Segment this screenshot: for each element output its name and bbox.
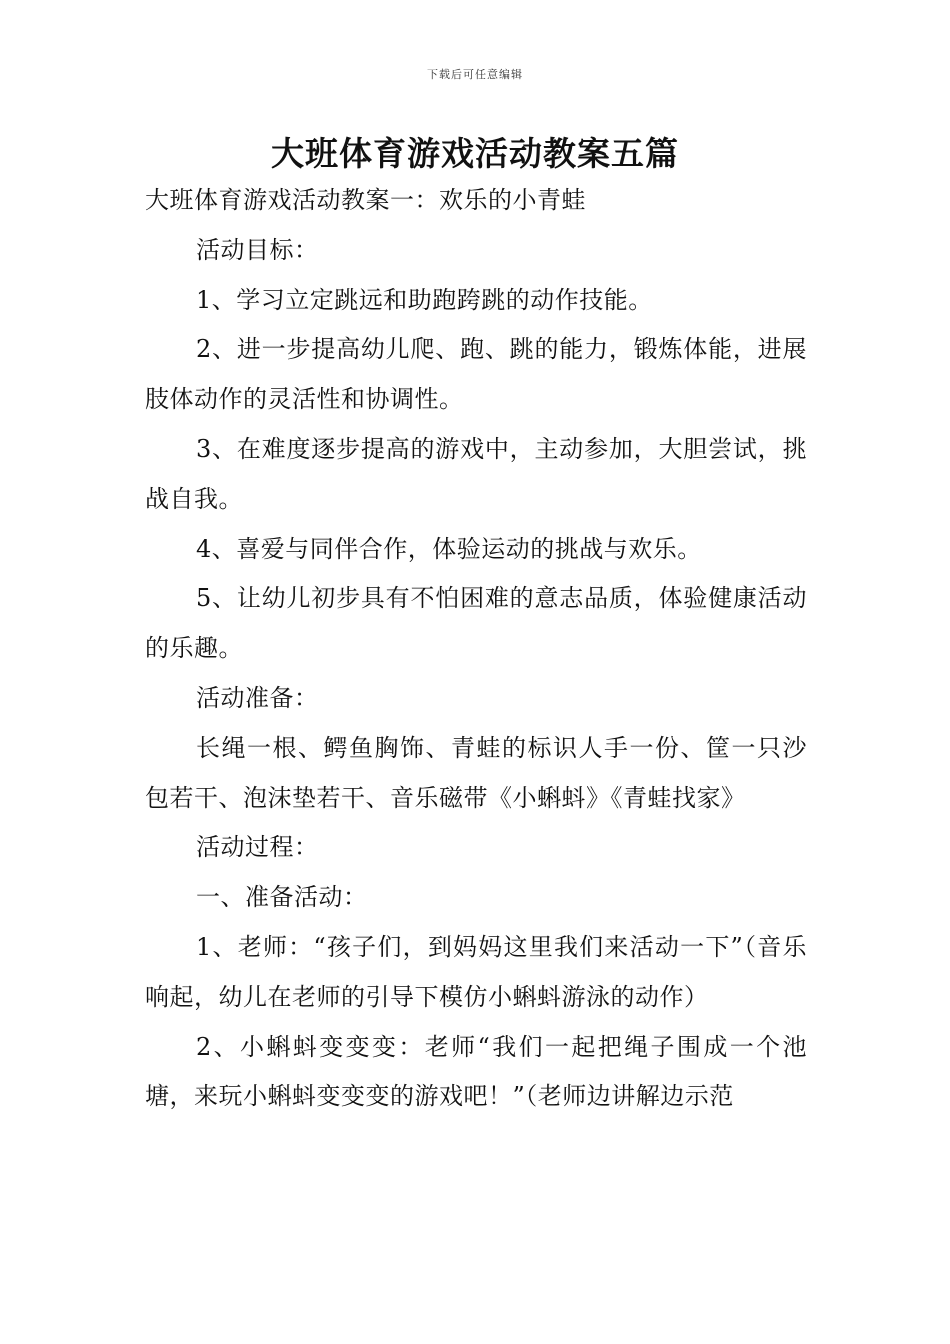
paragraph-step-2: 2、小蝌蚪变变变：老师“我们一起把绳子围成一个池塘，来玩小蝌蚪变变变的游戏吧！”（老师边讲解边示范 [145, 1032, 807, 1111]
paragraph-goals-heading: 活动目标： [196, 235, 319, 264]
section-title: 大班体育游戏活动教案一：欢乐的小青蛙 [145, 186, 586, 214]
paragraph-preparation-materials: 长绳一根、鳄鱼胸饰、青蛙的标识人手一份、筐一只沙包若干、泡沫垫若干、音乐磁带《小蝌蚪》《青蛙找家》 [145, 733, 807, 812]
document-title: 大班体育游戏活动教案五篇 [271, 134, 679, 173]
paragraph-goal-5: 5、让幼儿初步具有不怕困难的意志品质，体验健康活动的乐趣。 [145, 584, 807, 663]
paragraph-goal-1: 1、学习立定跳远和助跑跨跳的动作技能。 [196, 285, 653, 314]
paragraph-goal-3: 3、在难度逐步提高的游戏中，主动参加，大胆尝试，挑战自我。 [145, 434, 807, 513]
page-header-note: 下载后可任意编辑 [427, 68, 523, 81]
paragraph-process-heading: 活动过程： [196, 833, 319, 862]
paragraph-step-1: 1、老师：“孩子们，到妈妈这里我们来活动一下”（音乐响起，幼儿在老师的引导下模仿小蝌蚪游泳的动作） [145, 932, 807, 1011]
paragraph-warmup-heading: 一、准备活动： [196, 883, 368, 912]
paragraph-goal-2: 2、进一步提高幼儿爬、跑、跳的能力，锻炼体能，进展肢体动作的灵活性和协调性。 [145, 335, 807, 414]
paragraph-goal-4: 4、喜爱与同伴合作，体验运动的挑战与欢乐。 [196, 534, 702, 563]
paragraph-preparation-heading: 活动准备： [196, 683, 319, 712]
document-body [145, 176, 807, 1122]
